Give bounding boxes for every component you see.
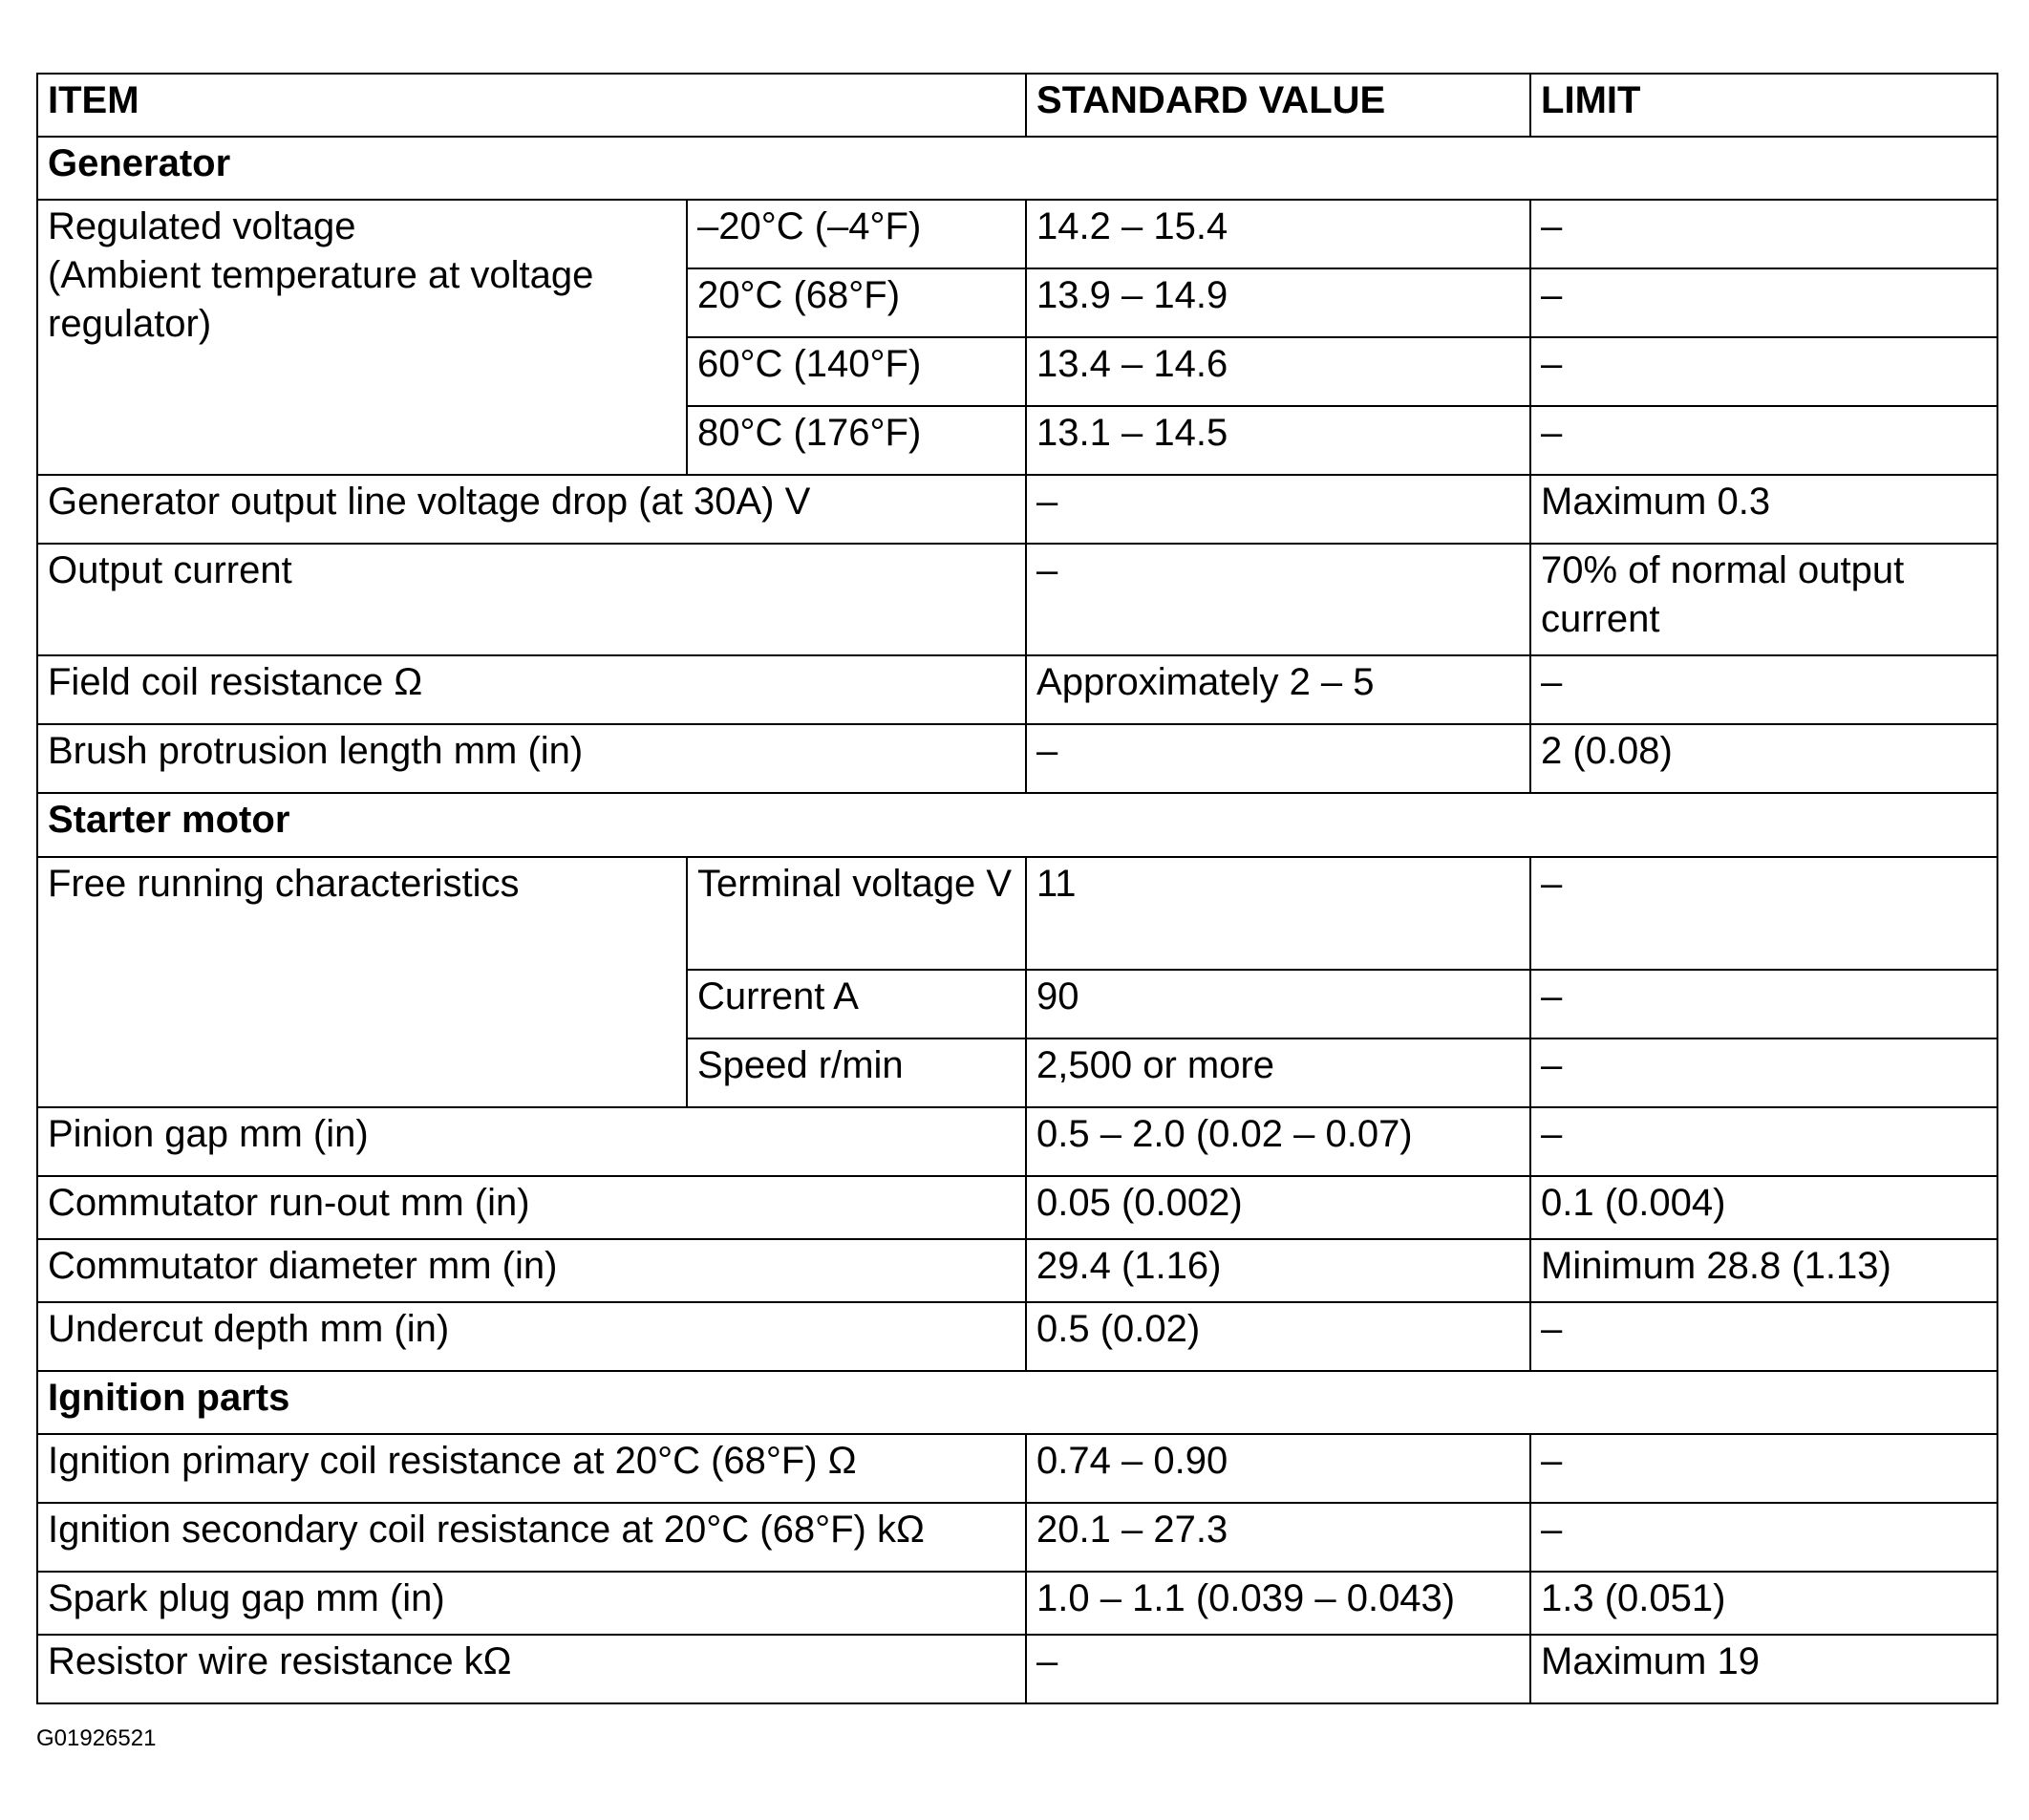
section-title-generator: Generator bbox=[37, 137, 1997, 200]
standard-value-cell: – bbox=[1026, 475, 1530, 544]
table-row bbox=[37, 1302, 1997, 1371]
table-row bbox=[37, 655, 1997, 724]
table-row bbox=[37, 857, 1997, 970]
standard-value-cell: 0.5 (0.02) bbox=[1026, 1302, 1530, 1371]
standard-value-cell: 0.5 – 2.0 (0.02 – 0.07) bbox=[1026, 1107, 1530, 1176]
limit-cell: Maximum 19 bbox=[1530, 1635, 1997, 1703]
section-row-starter-motor bbox=[37, 793, 1997, 857]
condition-cell: 20°C (68°F) bbox=[687, 268, 1026, 337]
standard-value-cell: 14.2 – 15.4 bbox=[1026, 200, 1530, 268]
limit-cell: – bbox=[1530, 970, 1997, 1038]
standard-value-cell: Approximately 2 – 5 bbox=[1026, 655, 1530, 724]
table-row bbox=[37, 1434, 1997, 1503]
standard-value-cell: 29.4 (1.16) bbox=[1026, 1239, 1530, 1302]
table-row bbox=[37, 1503, 1997, 1572]
standard-value-cell: – bbox=[1026, 724, 1530, 793]
condition-cell: Terminal voltage V bbox=[687, 857, 1026, 970]
item-cell: Brush protrusion length mm (in) bbox=[37, 724, 1026, 793]
header-item: ITEM bbox=[37, 74, 1026, 137]
condition-cell: Speed r/min bbox=[687, 1038, 1026, 1107]
standard-value-cell: 0.74 – 0.90 bbox=[1026, 1434, 1530, 1503]
standard-value-cell: 13.4 – 14.6 bbox=[1026, 337, 1530, 406]
standard-value-cell: – bbox=[1026, 544, 1530, 655]
standard-value-cell: 11 bbox=[1026, 857, 1530, 970]
item-cell: Spark plug gap mm (in) bbox=[37, 1572, 1026, 1635]
item-cell: Commutator run-out mm (in) bbox=[37, 1176, 1026, 1239]
limit-cell: – bbox=[1530, 337, 1997, 406]
limit-cell: – bbox=[1530, 655, 1997, 724]
limit-cell: 70% of normal output current bbox=[1530, 544, 1997, 655]
table-row bbox=[37, 1572, 1997, 1635]
limit-cell: 1.3 (0.051) bbox=[1530, 1572, 1997, 1635]
standard-value-cell: 13.9 – 14.9 bbox=[1026, 268, 1530, 337]
table-row bbox=[37, 475, 1997, 544]
item-cell: Undercut depth mm (in) bbox=[37, 1302, 1026, 1371]
figure-code: G01926521 bbox=[36, 1725, 157, 1751]
free-running-label: Free running characteristics bbox=[37, 857, 687, 1107]
section-row-generator bbox=[37, 137, 1997, 200]
condition-cell: 60°C (140°F) bbox=[687, 337, 1026, 406]
standard-value-cell: 2,500 or more bbox=[1026, 1038, 1530, 1107]
regulated-voltage-label: Regulated voltage (Ambient temperature at voltage regulator) bbox=[37, 200, 687, 475]
limit-cell: – bbox=[1530, 1503, 1997, 1572]
limit-cell: Maximum 0.3 bbox=[1530, 475, 1997, 544]
item-cell: Ignition primary coil resistance at 20°C (68°F) Ω bbox=[37, 1434, 1026, 1503]
table-row bbox=[37, 200, 1997, 268]
header-standard-value: STANDARD VALUE bbox=[1026, 74, 1530, 137]
item-cell: Field coil resistance Ω bbox=[37, 655, 1026, 724]
table-row bbox=[37, 1176, 1997, 1239]
limit-cell: – bbox=[1530, 1038, 1997, 1107]
header-row bbox=[37, 74, 1997, 137]
item-cell: Commutator diameter mm (in) bbox=[37, 1239, 1026, 1302]
standard-value-cell: 0.05 (0.002) bbox=[1026, 1176, 1530, 1239]
condition-cell: –20°C (–4°F) bbox=[687, 200, 1026, 268]
limit-cell: 2 (0.08) bbox=[1530, 724, 1997, 793]
table-row bbox=[37, 724, 1997, 793]
standard-value-cell: 1.0 – 1.1 (0.039 – 0.043) bbox=[1026, 1572, 1530, 1635]
condition-cell: Current A bbox=[687, 970, 1026, 1038]
header-limit: LIMIT bbox=[1530, 74, 1997, 137]
standard-value-cell: 90 bbox=[1026, 970, 1530, 1038]
table-row bbox=[37, 544, 1997, 655]
limit-cell: – bbox=[1530, 857, 1997, 970]
limit-cell: – bbox=[1530, 1302, 1997, 1371]
item-cell: Output current bbox=[37, 544, 1026, 655]
limit-cell: – bbox=[1530, 1434, 1997, 1503]
item-cell: Resistor wire resistance kΩ bbox=[37, 1635, 1026, 1703]
table-row bbox=[37, 1635, 1997, 1703]
specifications-table bbox=[36, 73, 1998, 1704]
limit-cell: 0.1 (0.004) bbox=[1530, 1176, 1997, 1239]
condition-cell: 80°C (176°F) bbox=[687, 406, 1026, 475]
section-title-starter-motor: Starter motor bbox=[37, 793, 1997, 857]
table-row bbox=[37, 1239, 1997, 1302]
section-title-ignition-parts: Ignition parts bbox=[37, 1371, 1997, 1434]
limit-cell: – bbox=[1530, 1107, 1997, 1176]
standard-value-cell: – bbox=[1026, 1635, 1530, 1703]
standard-value-cell: 20.1 – 27.3 bbox=[1026, 1503, 1530, 1572]
limit-cell: Minimum 28.8 (1.13) bbox=[1530, 1239, 1997, 1302]
table-row bbox=[37, 1107, 1997, 1176]
item-cell: Pinion gap mm (in) bbox=[37, 1107, 1026, 1176]
standard-value-cell: 13.1 – 14.5 bbox=[1026, 406, 1530, 475]
limit-cell: – bbox=[1530, 406, 1997, 475]
limit-cell: – bbox=[1530, 268, 1997, 337]
limit-cell: – bbox=[1530, 200, 1997, 268]
item-cell: Generator output line voltage drop (at 30A) V bbox=[37, 475, 1026, 544]
section-row-ignition-parts bbox=[37, 1371, 1997, 1434]
item-cell: Ignition secondary coil resistance at 20°C (68°F) kΩ bbox=[37, 1503, 1026, 1572]
